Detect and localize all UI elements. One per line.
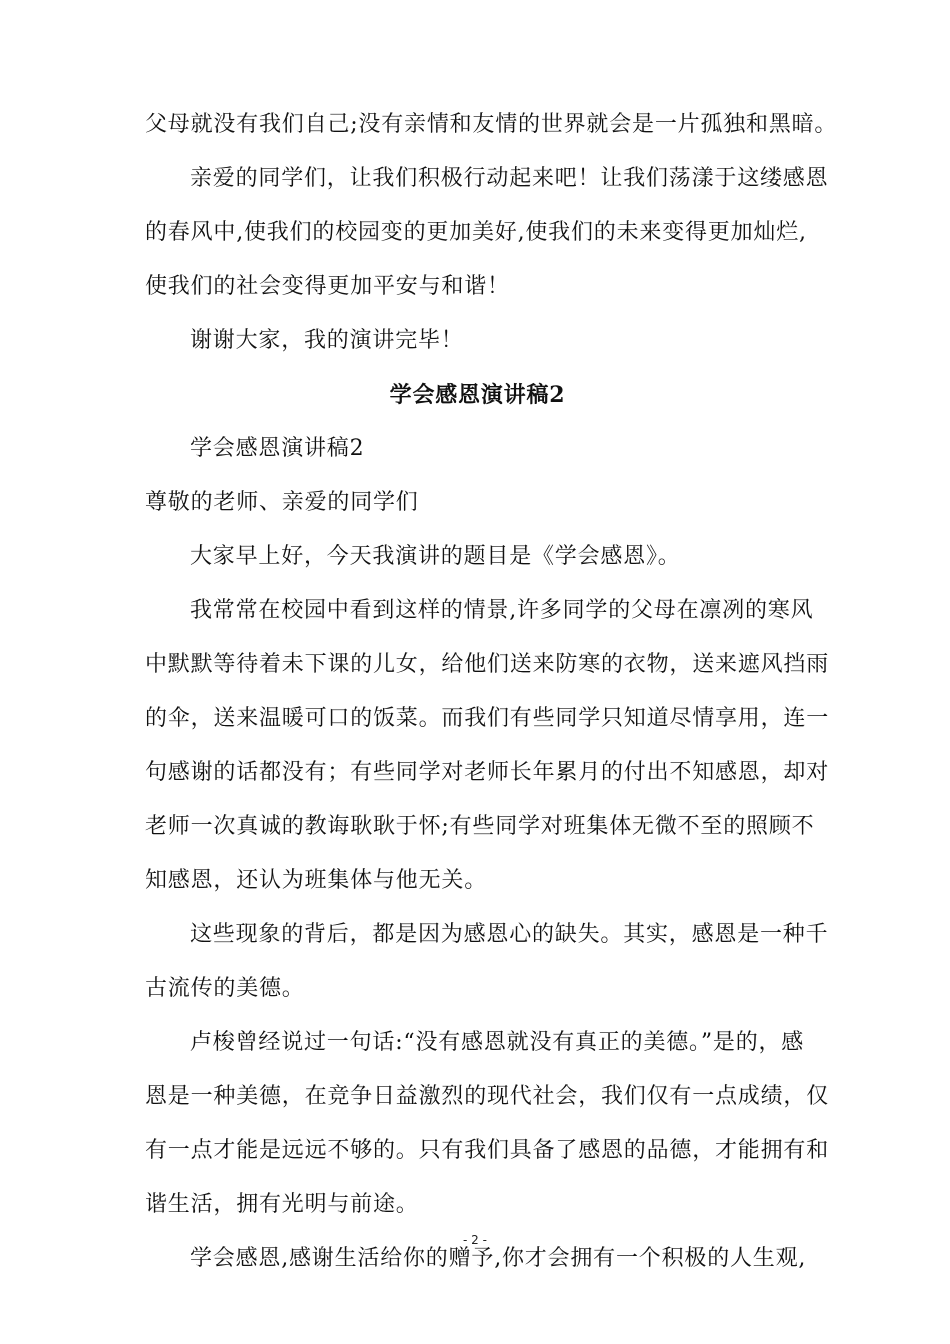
text-line: 恩是一种美德，在竞争日益激烈的现代社会，我们仅有一点成绩，仅 xyxy=(145,1084,830,1109)
paragraph-start: 亲爱的同学们，让我们积极行动起来吧！让我们荡漾于这缕感恩 xyxy=(190,166,829,191)
text-line: 中默默等待着未下课的儿女，给他们送来防寒的衣物，送来遮风挡雨 xyxy=(145,652,830,677)
paragraph-start: 卢梭曾经说过一句话:“没有感恩就没有真正的美德。”是的，感 xyxy=(190,1030,805,1055)
paragraph-start: 大家早上好，今天我演讲的题目是《学会感恩》。 xyxy=(190,544,681,569)
page-number: - 2 - xyxy=(463,1233,487,1247)
section-heading: 学会感恩演讲稿2 xyxy=(389,382,566,408)
text-line: 的春风中,使我们的校园变的更加美好,使我们的未来变得更加灿烂, xyxy=(145,220,807,245)
text-line: 有一点才能是远远不够的。只有我们具备了感恩的品德，才能拥有和 xyxy=(145,1138,830,1163)
text-line: 古流传的美德。 xyxy=(145,976,305,1001)
paragraph-start: 谢谢大家，我的演讲完毕！ xyxy=(190,328,464,353)
text-line: 句感谢的话都没有；有些同学对老师长年累月的付出不知感恩，却对 xyxy=(145,760,830,785)
paragraph-start: 这些现象的背后，都是因为感恩心的缺失。其实，感恩是一种千 xyxy=(190,922,829,947)
text-line: 谐生活，拥有光明与前途。 xyxy=(145,1192,419,1217)
paragraph-start: 我常常在校园中看到这样的情景,许多同学的父母在凛冽的寒风 xyxy=(190,598,814,623)
text-line: 父母就没有我们自己;没有亲情和友情的世界就会是一片孤独和黑暗。 xyxy=(145,112,838,137)
paragraph-start: 学会感恩演讲稿2 xyxy=(190,436,365,461)
document-body xyxy=(145,100,838,1284)
paragraph-start: 学会感恩,感谢生活给你的赠予,你才会拥有一个积极的人生观, xyxy=(190,1246,807,1271)
text-line: 使我们的社会变得更加平安与和谐！ xyxy=(145,274,510,299)
text-line: 的伞，送来温暖可口的饭菜。而我们有些同学只知道尽情享用，连一 xyxy=(145,706,830,731)
salutation-line: 尊敬的老师、亲爱的同学们 xyxy=(145,490,419,515)
text-line: 老师一次真诚的教诲耿耿于怀;有些同学对班集体无微不至的照顾不 xyxy=(145,814,815,839)
text-line: 知感恩，还认为班集体与他无关。 xyxy=(145,868,488,893)
